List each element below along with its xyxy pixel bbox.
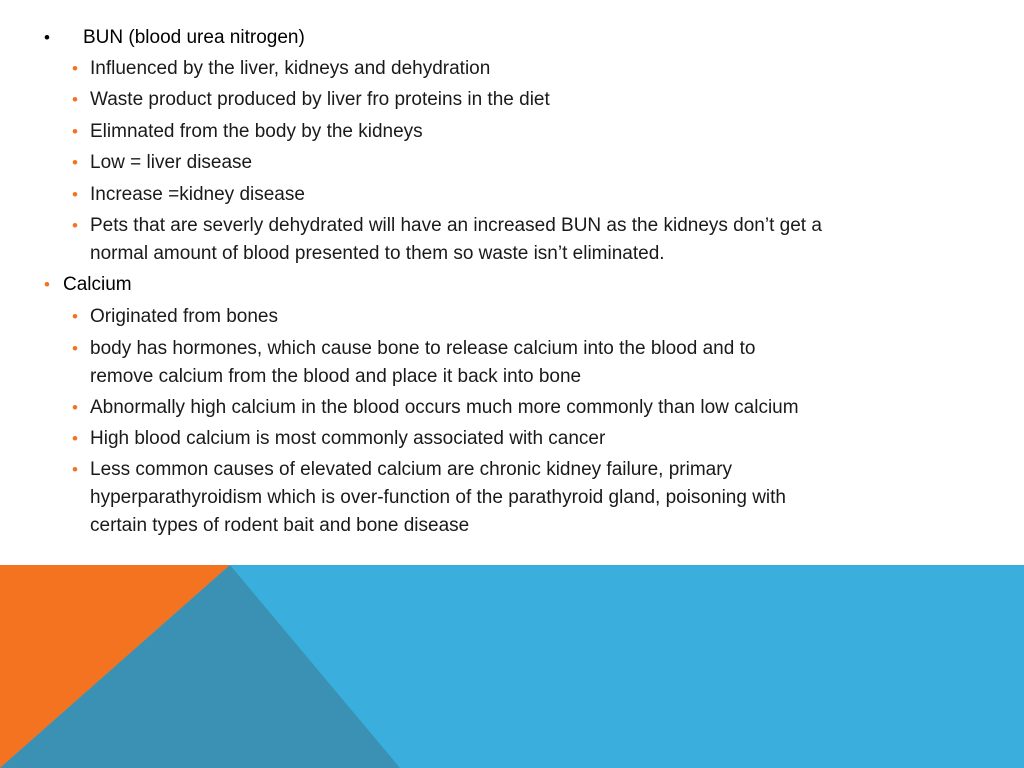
bullet: • xyxy=(72,153,78,172)
bullet: • xyxy=(72,398,78,417)
item-text: Elimnated from the body by the kidneys xyxy=(90,121,423,142)
item-text: Low = liver disease xyxy=(90,152,253,173)
item-text: Waste product produced by liver fro proteins in the diet xyxy=(90,89,550,110)
bullet: • xyxy=(72,185,78,204)
item-text: Abnormally high calcium in the blood occurs much more commonly than low calcium xyxy=(90,397,799,418)
bullet: • xyxy=(72,90,78,109)
bullet: • xyxy=(72,429,78,448)
heading-text: Calcium xyxy=(63,274,132,295)
list-item xyxy=(72,335,755,391)
list-item xyxy=(72,456,786,540)
list-item xyxy=(72,394,799,422)
heading-text: BUN (blood urea nitrogen) xyxy=(83,27,305,48)
list-item xyxy=(72,149,252,177)
item-text-continued: normal amount of blood presented to them so waste isn’t eliminated. xyxy=(90,243,665,264)
section-heading-calcium xyxy=(44,271,132,299)
bullet: • xyxy=(72,59,78,78)
bullet: • xyxy=(72,307,78,326)
list-item xyxy=(72,303,278,331)
item-text: Less common causes of elevated calcium are chronic kidney failure, primary xyxy=(90,459,733,480)
list-item xyxy=(72,118,423,146)
bullet: • xyxy=(72,122,78,141)
item-text-continued: certain types of rodent bait and bone disease xyxy=(90,515,470,536)
list-item xyxy=(72,212,822,268)
list-item xyxy=(72,181,305,209)
list-item xyxy=(72,55,490,83)
item-text: Influenced by the liver, kidneys and dehydration xyxy=(90,58,491,79)
section-heading-bun xyxy=(44,24,305,52)
item-text: Increase =kidney disease xyxy=(90,184,305,205)
item-text: High blood calcium is most commonly associated with cancer xyxy=(90,428,606,449)
bullet: • xyxy=(72,216,78,235)
item-text-continued: remove calcium from the blood and place it back into bone xyxy=(90,366,582,387)
item-text-continued: hyperparathyroidism which is over-function of the parathyroid gland, poisoning with xyxy=(90,487,786,508)
decorative-footer-shapes xyxy=(0,565,1024,768)
list-item xyxy=(72,86,550,114)
item-text: body has hormones, which cause bone to release calcium into the blood and to xyxy=(90,338,756,359)
item-text: Pets that are severly dehydrated will have an increased BUN as the kidneys don’t get a xyxy=(90,215,822,236)
item-text: Originated from bones xyxy=(90,306,278,327)
bullet: • xyxy=(72,460,78,479)
list-item xyxy=(72,425,605,453)
bullet: • xyxy=(44,275,50,294)
bullet: • xyxy=(44,28,50,47)
bullet: • xyxy=(72,339,78,358)
